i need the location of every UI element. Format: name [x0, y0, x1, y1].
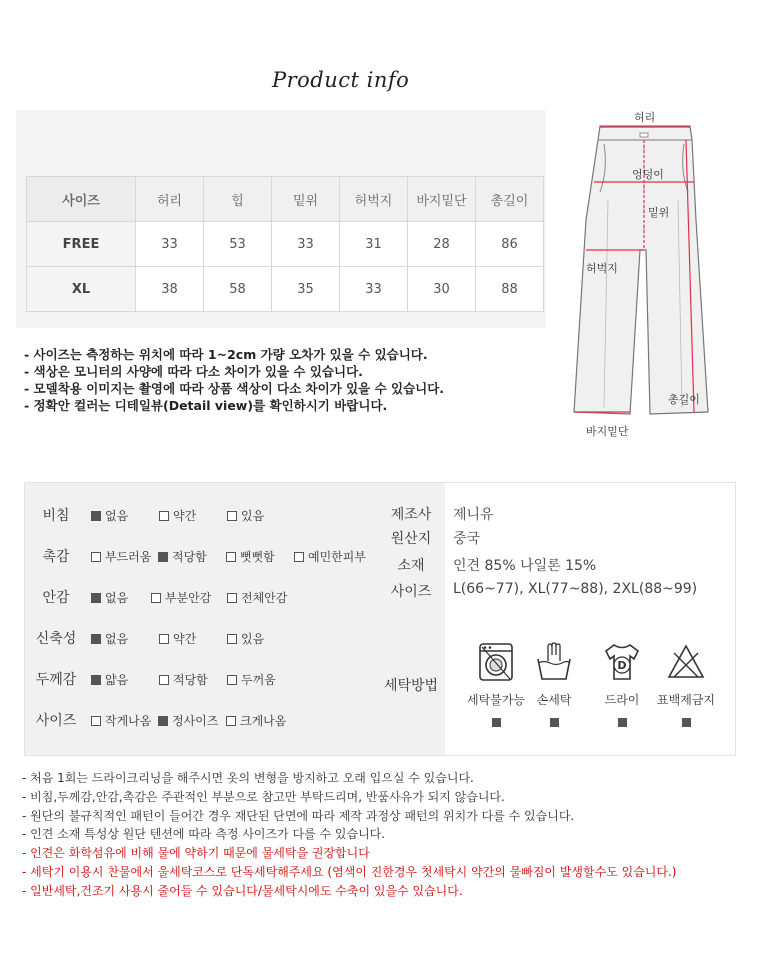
size-table-row: [27, 267, 544, 312]
fabric-option-label: 부드러움: [105, 550, 152, 564]
fabric-option: [294, 548, 366, 565]
fabric-option: [91, 548, 151, 565]
size-table: [26, 176, 544, 312]
care-item-label: 드라이: [604, 693, 640, 707]
fabric-option: [227, 630, 264, 647]
checkbox-filled-icon: [91, 511, 101, 521]
fabric-option: [91, 671, 128, 688]
fabric-option: [158, 712, 218, 729]
size-note-line: - 모델착용 이미지는 촬영에 따라 상품 색상이 다소 차이가 있을 수 있습니다.: [24, 381, 445, 396]
size-table-cell: 33: [340, 267, 408, 312]
care-note-line: - 처음 1회는 드라이크리닝을 해주시면 옷의 변형을 방지하고 오래 입으실 수 있습니다.: [22, 771, 474, 785]
checkbox-empty-icon: [91, 716, 101, 726]
size-note-line: - 정확안 컬러는 디테일뷰(Detail view)를 확인하시기 바랍니다.: [24, 398, 388, 413]
checkbox-empty-icon: [226, 552, 236, 562]
checkbox-empty-icon: [159, 634, 169, 644]
fabric-option-label: 적당함: [172, 550, 207, 564]
care-note-line: - 원단의 불규칙적인 패턴이 들어간 경우 재단된 단면에 따라 제작 과정상 패턴의 위치가 다를 수 있습니다.: [22, 808, 575, 823]
fabric-option-label: 전체안감: [241, 591, 288, 605]
care-item-label: 표백제금지: [657, 693, 715, 707]
fabric-option-label: 예민한피부: [308, 550, 366, 564]
product-info-labels: [377, 483, 445, 755]
checkbox-empty-icon: [227, 511, 237, 521]
size-notes: [24, 346, 444, 414]
fabric-option: [91, 589, 128, 606]
dry-clean-icon: [602, 641, 642, 683]
checkbox-filled-icon: [91, 675, 101, 685]
fabric-option-label: 정사이즈: [172, 714, 219, 728]
washing-machine-icon: [476, 641, 516, 683]
fabric-option-label: 부분안감: [165, 591, 212, 605]
size-table-cell: 33: [272, 222, 340, 267]
checkbox-empty-icon: [294, 552, 304, 562]
fabric-attributes: [25, 483, 377, 755]
checkbox-empty-icon: [227, 593, 237, 603]
fabric-option-label: 크게나옴: [240, 714, 287, 728]
size-table-header-cell: 허벅지: [340, 177, 408, 222]
fabric-row-lining: [25, 587, 377, 609]
checkbox-empty-icon: [91, 552, 101, 562]
size-table-cell: 58: [204, 267, 272, 312]
size-table-header-cell: 총길이: [476, 177, 544, 222]
size-note-line: - 색상은 모니터의 사양에 따라 다소 차이가 있을 수 있습니다.: [24, 364, 363, 379]
fabric-option-label: 작게나옴: [105, 714, 152, 728]
size-range-label: 사이즈: [390, 584, 432, 600]
care-item: [587, 641, 657, 731]
fabric-option-label: 없음: [105, 632, 129, 646]
size-table-header-cell: 허리: [136, 177, 204, 222]
care-indicator: [492, 718, 501, 727]
fabric-row-stretch: [25, 628, 377, 650]
checkbox-filled-icon: [91, 634, 101, 644]
size-table-size-cell: FREE: [27, 222, 136, 267]
length-label: 총길이: [668, 393, 700, 406]
fabric-option: [227, 507, 264, 524]
size-table-header-cell: 밑위: [272, 177, 340, 222]
size-table-cell: 88: [476, 267, 544, 312]
fabric-row-label: 비침: [42, 508, 70, 524]
care-note-line: - 비침,두께감,안감,촉감은 주관적인 부분으로 참고만 부탁드리며, 반품사유가 되지 않습니다.: [22, 789, 505, 804]
size-table-cell: 38: [136, 267, 204, 312]
care-item-label: 손세탁: [536, 693, 572, 707]
size-table-cell: 30: [408, 267, 476, 312]
checkbox-empty-icon: [226, 716, 236, 726]
size-table-header-row: [27, 177, 544, 222]
checkbox-empty-icon: [159, 511, 169, 521]
fabric-option: [159, 671, 208, 688]
fabric-option-label: 없음: [105, 509, 129, 523]
care-method-label: 세탁방법: [383, 678, 439, 694]
fabric-option: [91, 712, 151, 729]
fabric-option: [227, 589, 287, 606]
care-note-line: - 인견 소재 특성상 원단 텐션에 따라 측정 사이즈가 다를 수 있습니다.: [22, 827, 386, 842]
hem-label: 바지밑단: [586, 425, 629, 438]
hand-wash-icon: [534, 641, 574, 683]
fabric-row-sheer: [25, 505, 377, 527]
size-table-header-cell: 사이즈: [27, 177, 136, 222]
size-table-row: [27, 222, 544, 267]
fabric-option-label: 약간: [173, 509, 197, 523]
checkbox-empty-icon: [159, 675, 169, 685]
material-value: 인견 85% 나일론 15%: [453, 558, 597, 574]
material-label: 소재: [397, 558, 425, 574]
size-table-cell: 28: [408, 222, 476, 267]
fabric-option-label: 뻣뻣함: [240, 550, 275, 564]
fabric-row-size: [25, 710, 377, 732]
origin-value: 중국: [453, 531, 481, 547]
fabric-row-touch: [25, 546, 377, 568]
size-table-cell: 31: [340, 222, 408, 267]
fabric-option-label: 얇음: [105, 673, 129, 687]
care-notes: [22, 769, 676, 901]
care-item-label: 세탁불가능: [467, 693, 525, 707]
care-indicator: [618, 718, 627, 727]
fabric-info-panel: [24, 482, 736, 756]
care-item: [519, 641, 589, 731]
fabric-option-label: 약간: [173, 632, 197, 646]
checkbox-filled-icon: [158, 552, 168, 562]
size-note-line: - 사이즈는 측정하는 위치에 따라 1~2cm 가량 오차가 있을 수 있습니다.: [24, 347, 428, 362]
thigh-label: 허벅지: [586, 262, 618, 275]
care-note-line-warning: - 일반세탁,건조기 사용시 줄어들 수 있습니다/물세탁시에도 수축이 있을수 있습니다.: [22, 883, 463, 898]
care-note-line-warning: - 인견은 화학섬유에 비해 물에 약하기 때문에 물세탁을 권장합니다: [22, 846, 370, 861]
size-table-cell: 53: [204, 222, 272, 267]
fabric-option: [158, 548, 207, 565]
size-table-cell: 33: [136, 222, 204, 267]
svg-text:D: D: [617, 659, 627, 672]
size-table-header-cell: 힙: [204, 177, 272, 222]
pants-measurement-diagram: [560, 100, 730, 450]
fabric-option: [151, 589, 211, 606]
care-indicator: [550, 718, 559, 727]
fabric-option-label: 없음: [105, 591, 129, 605]
fabric-option-label: 있음: [241, 509, 265, 523]
product-info-values: [445, 483, 735, 755]
fabric-row-label: 신축성: [35, 631, 77, 647]
fabric-option: [91, 630, 128, 647]
fabric-row-label: 촉감: [42, 549, 70, 565]
hip-label: 엉덩이: [632, 168, 664, 181]
manufacturer-value: 제니유: [453, 507, 494, 523]
fabric-option-label: 있음: [241, 632, 265, 646]
fabric-option: [159, 507, 196, 524]
checkbox-empty-icon: [227, 675, 237, 685]
checkbox-filled-icon: [158, 716, 168, 726]
pants-button: [640, 133, 648, 137]
size-table-cell: 86: [476, 222, 544, 267]
size-range-value: L(66~77), XL(77~88), 2XL(88~99): [453, 581, 698, 597]
checkbox-empty-icon: [151, 593, 161, 603]
fabric-row-label: 사이즈: [35, 713, 77, 729]
size-table-header-cell: 바지밑단: [408, 177, 476, 222]
origin-label: 원산지: [390, 531, 432, 547]
care-note-line-warning: - 세탁기 이용시 찬물에서 울세탁코스로 단독세탁해주세요 (염색이 진한경우 첫세탁시 약간의 물빠짐이 발생할수도 있습니다.): [22, 864, 677, 879]
fabric-option: [227, 671, 276, 688]
care-item: [651, 641, 721, 731]
fabric-row-label: 두께감: [35, 672, 77, 688]
fabric-option-label: 적당함: [173, 673, 208, 687]
fabric-option: [91, 507, 128, 524]
size-table-size-cell: XL: [27, 267, 136, 312]
checkbox-empty-icon: [227, 634, 237, 644]
page-title: Product info: [272, 68, 410, 92]
fabric-option: [226, 712, 286, 729]
size-table-cell: 35: [272, 267, 340, 312]
care-indicator: [682, 718, 691, 727]
fabric-option: [226, 548, 275, 565]
checkbox-filled-icon: [91, 593, 101, 603]
rise-label: 밑위: [648, 206, 670, 219]
no-bleach-icon: [666, 641, 706, 683]
fabric-option: [159, 630, 196, 647]
fabric-option-label: 두꺼움: [241, 673, 276, 687]
waist-label: 허리: [634, 111, 656, 124]
manufacturer-label: 제조사: [390, 507, 432, 523]
fabric-row-thickness: [25, 669, 377, 691]
fabric-row-label: 안감: [42, 590, 70, 606]
